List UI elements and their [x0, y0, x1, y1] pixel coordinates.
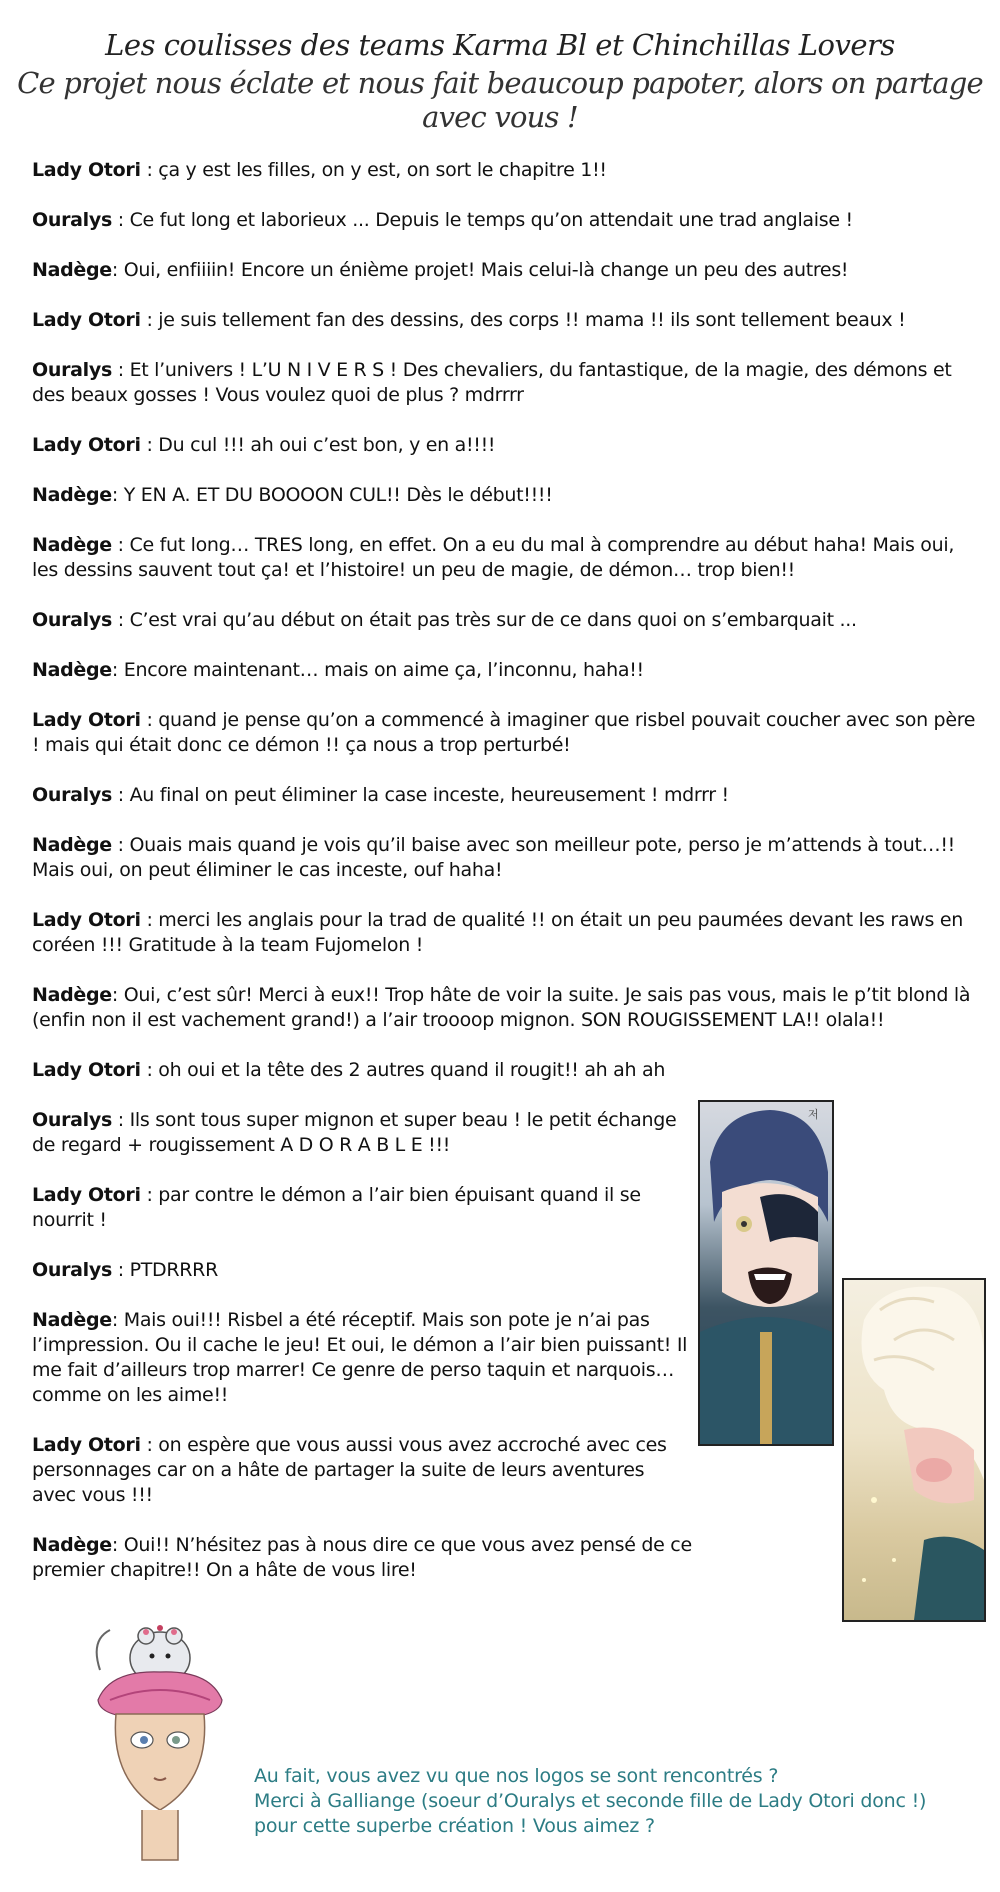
message-text: Oui, c’est sûr! Merci à eux!! Trop hâte de voir la suite. Je sais pas vous, mais le p’tit blond là (enfin non il est vachement grand!) a l’air troooop mignon. SON ROUGISSEMENT LA!! olala!!: [32, 984, 971, 1031]
footer-note: [254, 1764, 974, 1839]
speaker-separator: :: [111, 484, 124, 506]
speaker-name: Nadège: [32, 834, 112, 856]
eyepatch-character-illustration: [700, 1102, 832, 1444]
speaker-separator: :: [111, 984, 124, 1006]
speaker-name: Nadège: [32, 1534, 112, 1556]
speaker-name: Lady Otori: [32, 909, 141, 931]
message-text: Ce fut long et laborieux ... Depuis le temps qu’on attendait une trad anglaise !: [129, 209, 853, 231]
manhwa-panel-blond-character: [842, 1278, 986, 1622]
chat-message: [32, 308, 982, 333]
blond-character-illustration: [844, 1280, 984, 1620]
chat-message: [32, 433, 982, 458]
chat-message: [32, 1183, 692, 1233]
speaker-separator: :: [111, 1259, 130, 1281]
message-text: Au final on peut éliminer la case inceste, heureusement ! mdrrr !: [129, 784, 729, 806]
chinchilla-mascot-illustration: [80, 1610, 240, 1872]
speaker-separator: :: [140, 1184, 159, 1206]
speaker-separator: :: [140, 309, 159, 331]
footer-line-1: Au fait, vous avez vu que nos logos se sont rencontrés ?: [254, 1765, 779, 1787]
chat-message: [32, 258, 982, 283]
message-text: Ce fut long… TRES long, en effet. On a eu du mal à comprendre au début haha! Mais oui, les dessins sauvent tout ça! et l’histoire! un peu de magie, de démon… trop bien!!: [32, 534, 955, 581]
message-text: Mais oui!!! Risbel a été réceptif. Mais son pote je n’ai pas l’impression. Ou il cache le jeu! Et oui, le démon a l’air bien puissant! Il me fait d’ailleurs trop marrer! Ce genre de perso taquin et narquois… comme on les aime!!: [32, 1309, 688, 1406]
chat-message: [32, 783, 982, 808]
speaker-name: Nadège: [32, 659, 112, 681]
speaker-name: Lady Otori: [32, 709, 141, 731]
chat-message: [32, 608, 982, 633]
message-text: je suis tellement fan des dessins, des corps !! mama !! ils sont tellement beaux !: [158, 309, 906, 331]
speaker-separator: :: [111, 209, 130, 231]
speaker-name: Ouralys: [32, 359, 112, 381]
chat-message: [32, 158, 982, 183]
speaker-name: Ouralys: [32, 1259, 112, 1281]
message-text: par contre le démon a l’air bien épuisant quand il se nourrit !: [32, 1184, 641, 1231]
speaker-name: Nadège: [32, 534, 112, 556]
conversation-narrow: [32, 1108, 982, 1583]
message-text: oh oui et la tête des 2 autres quand il rougit!! ah ah ah: [158, 1059, 666, 1081]
speaker-separator: :: [140, 909, 159, 931]
panel-caption: 저: [808, 1108, 819, 1121]
speaker-name: Nadège: [32, 984, 112, 1006]
speaker-name: Ouralys: [32, 1109, 112, 1131]
speaker-separator: :: [111, 1109, 130, 1131]
conversation: [32, 158, 982, 1608]
speaker-name: Nadège: [32, 484, 112, 506]
chat-message: [32, 533, 982, 583]
speaker-separator: :: [140, 1059, 159, 1081]
speaker-separator: :: [111, 1534, 124, 1556]
message-text: Et l’univers ! L’U N I V E R S ! Des chevaliers, du fantastique, de la magie, des démons et des beaux gosses ! Vous voulez quoi de plus ? mdrrrr: [32, 359, 952, 406]
speaker-separator: :: [111, 609, 130, 631]
conversation-wide: [32, 158, 982, 1083]
message-text: Oui!! N’hésitez pas à nous dire ce que vous avez pensé de ce premier chapitre!! On a hâte de vous lire!: [32, 1534, 692, 1581]
chat-message: [32, 1533, 692, 1583]
speaker-name: Lady Otori: [32, 1184, 141, 1206]
speaker-name: Ouralys: [32, 609, 112, 631]
chat-message: [32, 1308, 692, 1408]
chat-message: [32, 1433, 692, 1508]
chat-message: [32, 983, 982, 1033]
chat-message: [32, 1258, 692, 1283]
chat-message: [32, 908, 982, 958]
message-text: Ils sont tous super mignon et super beau ! le petit échange de regard + rougissement A D O R A B L E !!!: [32, 1109, 677, 1156]
page-title: Les coulisses des teams Karma Bl et Chinchillas Lovers: [105, 28, 895, 62]
speaker-separator: :: [140, 1434, 159, 1456]
message-text: on espère que vous aussi vous avez accroché avec ces personnages car on a hâte de partager la suite de leurs aventures avec vous !!!: [32, 1434, 667, 1506]
speaker-separator: :: [111, 259, 124, 281]
message-text: PTDRRRR: [129, 1259, 218, 1281]
speaker-name: Nadège: [32, 259, 112, 281]
chat-message: [32, 483, 982, 508]
chat-message: [32, 208, 982, 233]
speaker-separator: :: [111, 659, 124, 681]
footer-line-2: Merci à Galliange (soeur d’Ouralys et seconde fille de Lady Otori donc !): [254, 1790, 927, 1812]
message-text: merci les anglais pour la trad de qualité !! on était un peu paumées devant les raws en coréen !!! Gratitude à la team Fujomelon !: [32, 909, 963, 956]
message-text: quand je pense qu’on a commencé à imaginer que risbel pouvait coucher avec son père ! mais qui était donc ce démon !! ça nous a trop perturbé!: [32, 709, 976, 756]
message-text: C’est vrai qu’au début on était pas très sur de ce dans quoi on s’embarquait ...: [129, 609, 857, 631]
footer-line-3: pour cette superbe création ! Vous aimez ?: [254, 1815, 655, 1837]
chat-message: [32, 1108, 692, 1158]
speaker-separator: :: [140, 709, 159, 731]
speaker-name: Nadège: [32, 1309, 112, 1331]
message-text: Y EN A. ET DU BOOOON CUL!! Dès le début!!!!: [123, 484, 553, 506]
chat-message: [32, 658, 982, 683]
speaker-name: Lady Otori: [32, 309, 141, 331]
message-text: Ouais mais quand je vois qu’il baise avec son meilleur pote, perso je m’attends à tout…!! Mais oui, on peut éliminer le cas inceste, ouf haha!: [32, 834, 955, 881]
message-text: Oui, enfiiiin! Encore un énième projet! Mais celui-là change un peu des autres!: [123, 259, 849, 281]
manhwa-panel-eyepatch-character: [698, 1100, 834, 1446]
speaker-separator: :: [111, 534, 130, 556]
header: [0, 28, 1000, 134]
speaker-name: Lady Otori: [32, 159, 141, 181]
speaker-separator: :: [111, 359, 130, 381]
message-text: ça y est les filles, on y est, on sort le chapitre 1!!: [158, 159, 607, 181]
speaker-name: Ouralys: [32, 209, 112, 231]
speaker-separator: :: [140, 434, 159, 456]
chat-message: [32, 1058, 982, 1083]
speaker-name: Lady Otori: [32, 434, 141, 456]
page-subtitle: Ce projet nous éclate et nous fait beaucoup papoter, alors on partage avec vous !: [17, 66, 983, 134]
chat-message: [32, 358, 982, 408]
speaker-separator: :: [111, 1309, 124, 1331]
chat-message: [32, 833, 982, 883]
speaker-separator: :: [140, 159, 159, 181]
mascot-logo-chinchilla-head: [80, 1610, 240, 1872]
message-text: Du cul !!! ah oui c’est bon, y en a!!!!: [158, 434, 496, 456]
message-text: Encore maintenant… mais on aime ça, l’inconnu, haha!!: [123, 659, 644, 681]
speaker-separator: :: [111, 784, 130, 806]
speaker-name: Lady Otori: [32, 1059, 141, 1081]
speaker-name: Lady Otori: [32, 1434, 141, 1456]
speaker-separator: :: [111, 834, 130, 856]
chat-message: [32, 708, 982, 758]
speaker-name: Ouralys: [32, 784, 112, 806]
